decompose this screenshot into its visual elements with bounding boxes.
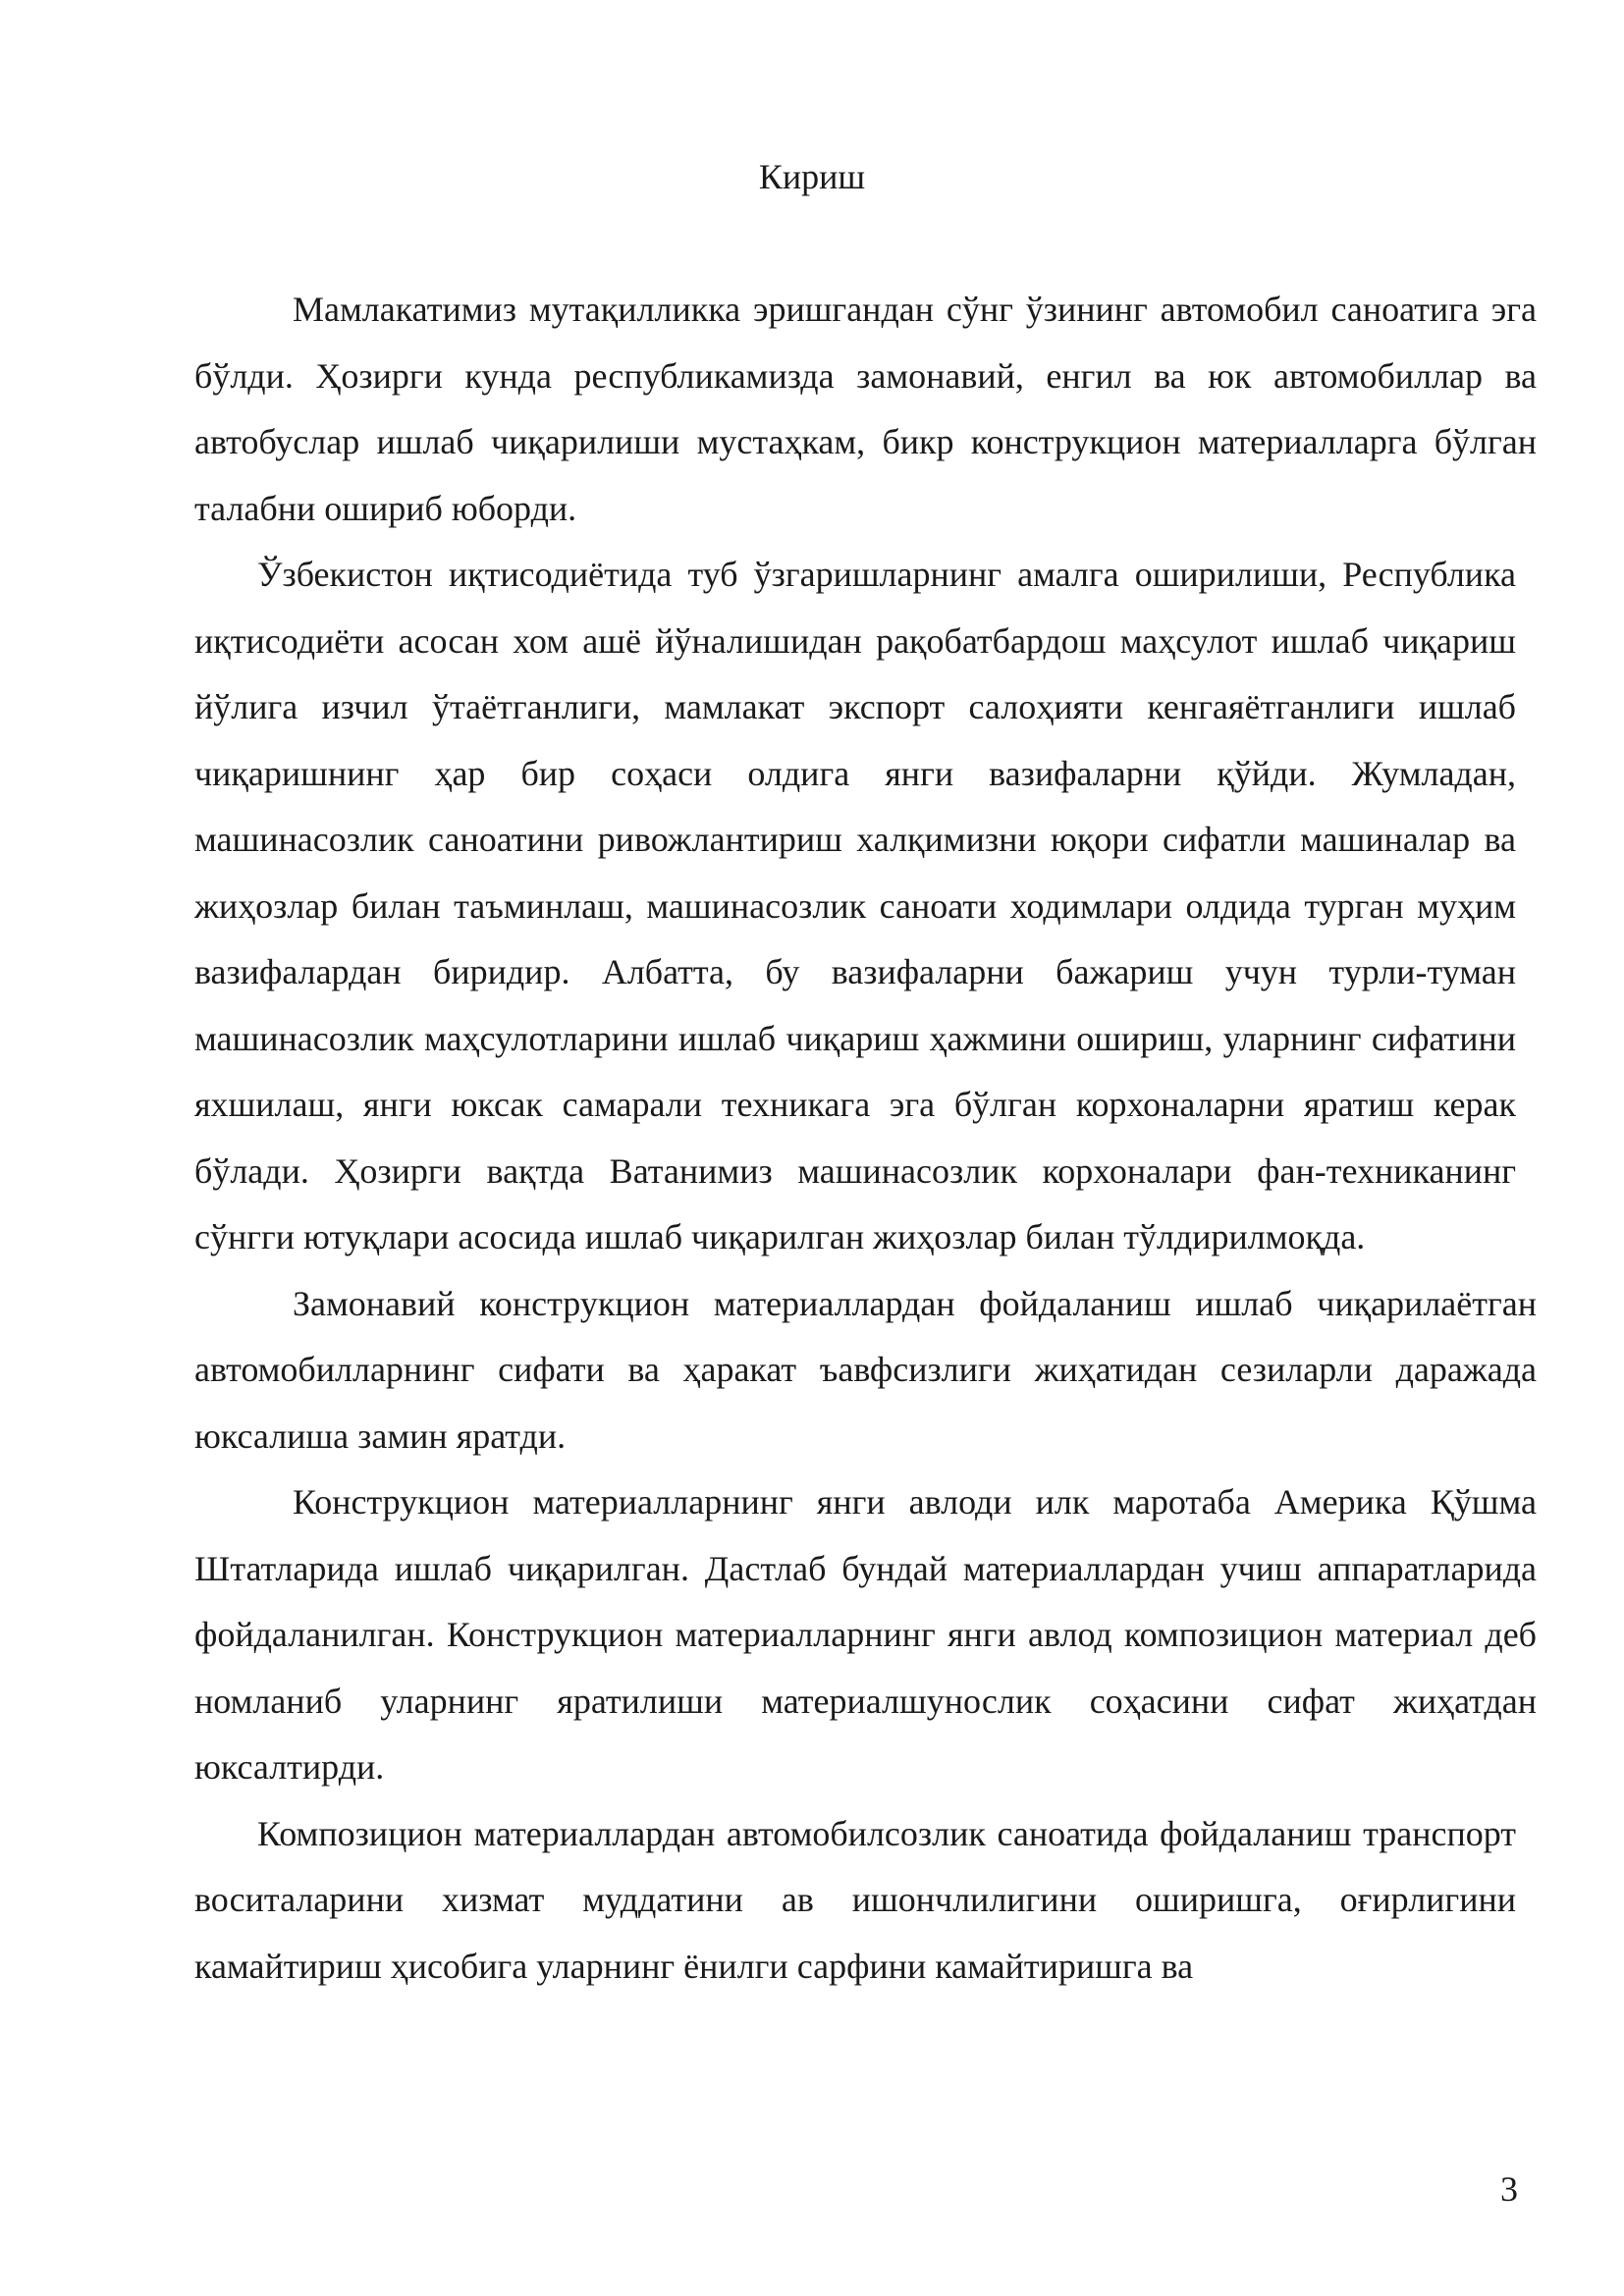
- paragraph-4: Конструкцион материалларнинг янги авлоди илк маротаба Америка Қўшма Штатларида ишлаб чиқарилган. Дастлаб бундай материаллардан учиш аппаратларида фойдаланилган. Конструкцион материалларнинг янги авлод композицион материал деб номланиб уларнинг яратилиши материалшунослик соҳасини сифат жиҳатдан юксалтирди.: [194, 1482, 1537, 1787]
- paragraph-1: Мамлакатимиз мутақилликка эришгандан сўнг ўзининг автомобил саноатига эга бўлди. Ҳозирги кунда республикамизда замонавий, енгил ва юк автомобиллар ва автобуслар ишлаб чиқарилиши мустаҳкам, бикр конструкцион материалларга бўлган талабни ошириб юборди.: [194, 290, 1537, 528]
- body-text: [194, 277, 1537, 2000]
- paragraph-3: Замонавий конструкцион материаллардан фойдаланиш ишлаб чиқарилаётган автомобилларнинг сифати ва ҳаракат ъавфсизлиги жиҳатидан сезиларли даражада юксалиша замин яратди.: [194, 1283, 1537, 1456]
- paragraph-2: Ўзбекистон иқтисодиётида туб ўзгаришларнинг амалга оширилиши, Республика иқтисодиёти асосан хом ашё йўналишидан рақобатбардош маҳсулот ишлаб чиқариш йўлига изчил ўтаётганлиги, мамлакат экспорт салоҳияти кенгаяётганлиги ишлаб чиқаришнинг ҳар бир соҳаси олдига янги вазифаларни қўйди. Жумладан, машинасозлик саноатини ривожлантириш халқимизни юқори сифатли машиналар ва жиҳозлар билан таъминлаш, машинасозлик саноати ходимлари олдида турган муҳим вазифалардан биридир. Албатта, бу вазифаларни бажариш учун турли-туман машинасозлик маҳсулотларини ишлаб чиқариш ҳажмини ошириш, уларнинг сифатини яхшилаш, янги юксак самарали техникага эга бўлган корхоналарни яратиш керак бўлади. Ҳозирги вақтда Ватанимиз машинасозлик корхоналари фан-техниканинг сўнгги ютуқлари асосида ишлаб чиқарилган жиҳозлар билан тўлдирилмоқда.: [194, 555, 1516, 1256]
- paragraph-5: Композицион материаллардан автомобилсозлик саноатида фойдаланиш транспорт воситаларини хизмат муддатини ав ишончлилигини оширишга, оғирлигини камайтириш ҳисобига уларнинг ёнилги сарфини камайтиришга ва: [194, 1813, 1516, 1986]
- page-title: Кириш: [758, 157, 866, 196]
- page-number: 3: [1500, 2169, 1518, 2209]
